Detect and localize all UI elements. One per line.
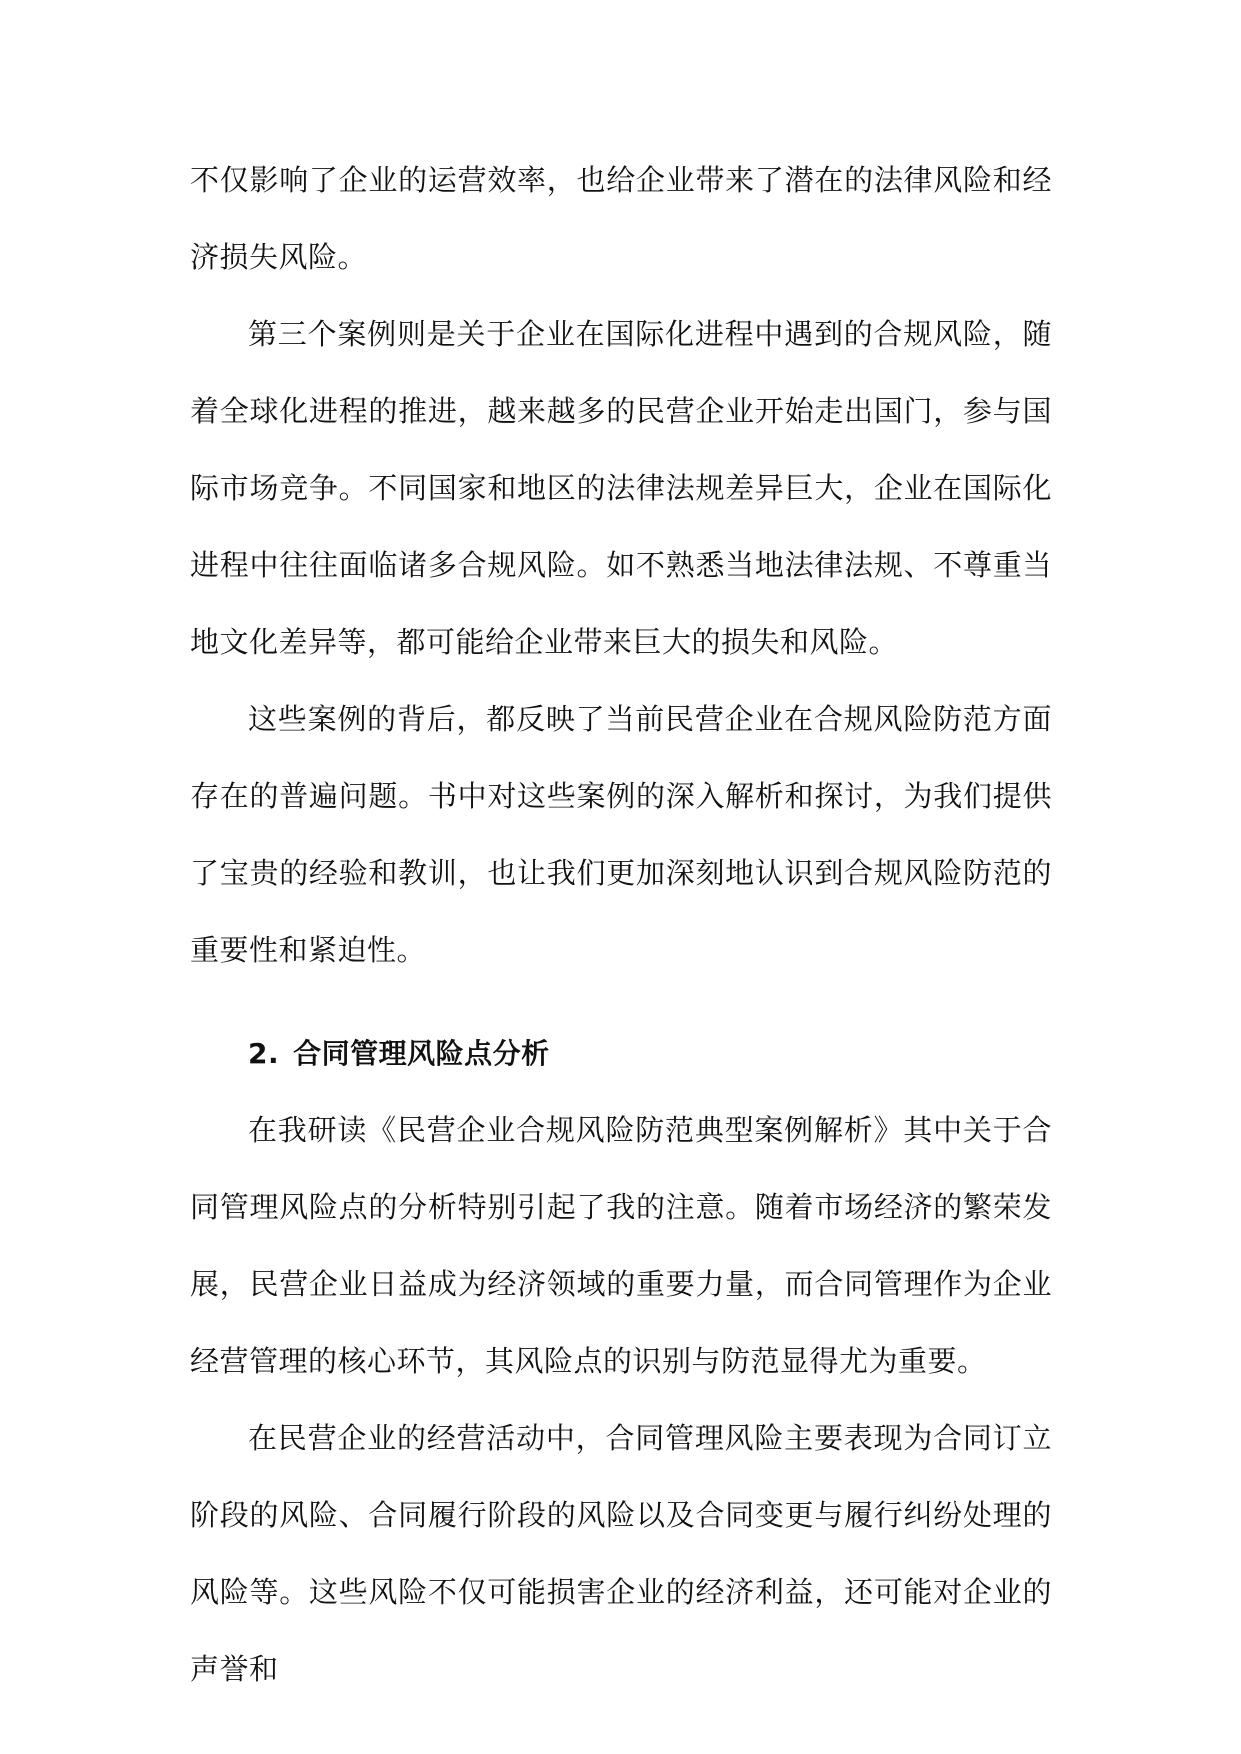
paragraph-contract-intro: 在我研读《民营企业合规风险防范典型案例解析》其中关于合同管理风险点的分析特别引起了我的注意。随着市场经济的繁荣发展，民营企业日益成为经济领域的重要力量，而合同管理作为企业经营管理的核心环节，其风险点的识别与防范显得尤为重要。 xyxy=(190,1113,1052,1378)
section-number: 2. xyxy=(248,1037,280,1070)
paragraph-case-summary: 这些案例的背后，都反映了当前民营企业在合规风险防范方面存在的普遍问题。书中对这些案例的深入解析和探讨，为我们提供了宝贵的经验和教训，也让我们更加深刻地认识到合规风险防范的重要性和紧迫性。 xyxy=(190,702,1052,967)
paragraph-third-case: 第三个案例则是关于企业在国际化进程中遇到的合规风险，随着全球化进程的推进，越来越多的民营企业开始走出国门，参与国际市场竞争。不同国家和地区的法律法规差异巨大，企业在国际化进程中往往面临诸多合规风险。如不熟悉当地法律法规、不尊重当地文化差异等，都可能给企业带来巨大的损失和风险。 xyxy=(190,317,1052,659)
paragraph-continuation: 不仅影响了企业的运营效率，也给企业带来了潜在的法律风险和经济损失风险。 xyxy=(190,163,1052,274)
document-body xyxy=(190,142,1052,1708)
section-heading xyxy=(190,1015,1052,1092)
section-title: 合同管理风险点分析 xyxy=(293,1037,550,1070)
paragraph-contract-risks: 在民营企业的经营活动中，合同管理风险主要表现为合同订立阶段的风险、合同履行阶段的风险以及合同变更与履行纠纷处理的风险等。这些风险不仅可能损害企业的经济利益，还可能对企业的声誉和 xyxy=(190,1421,1052,1686)
